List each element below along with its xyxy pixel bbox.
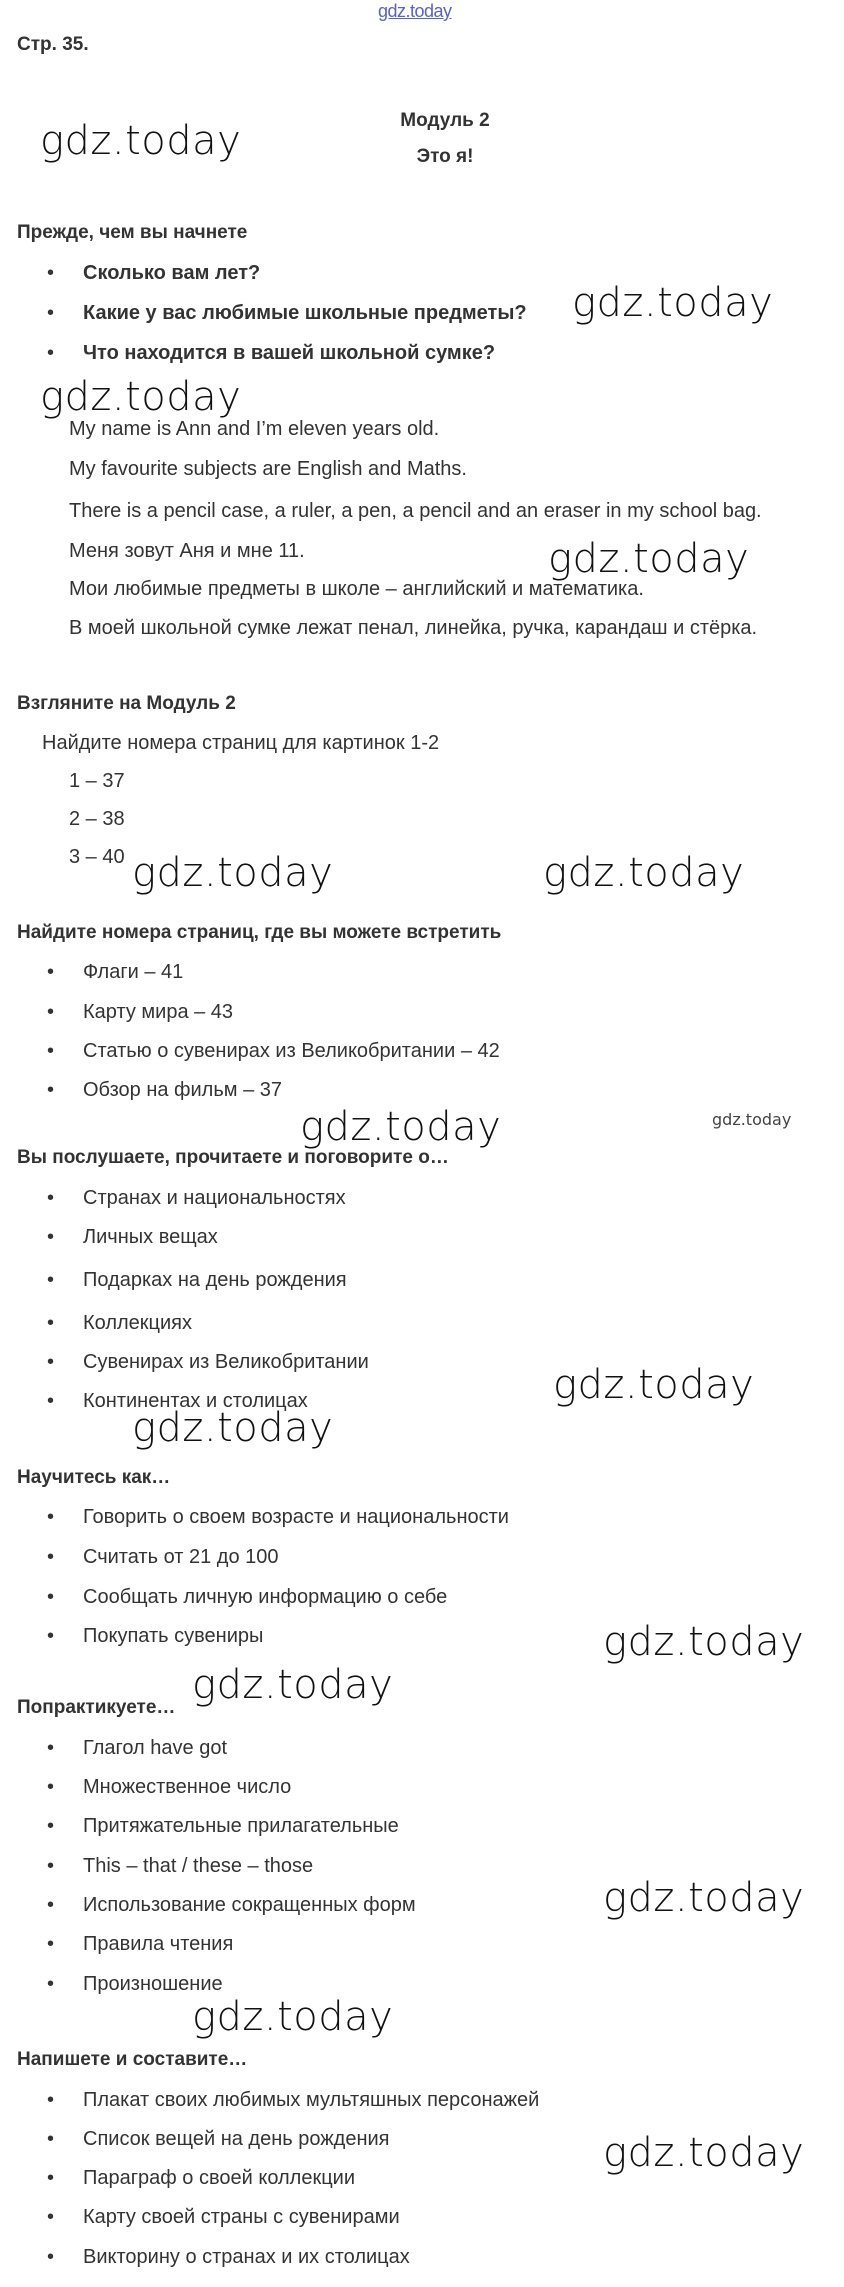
answer-line: There is a pencil case, a ruler, a pen, a pencil and an eraser in my school bag.: [69, 500, 762, 522]
watermark: gdz.today: [553, 1362, 755, 1408]
section-heading-look-module: Взгляните на Модуль 2: [17, 693, 236, 714]
watermark: gdz.today: [548, 536, 750, 582]
answer-line: Мои любимые предметы в школе – английский и математика.: [69, 578, 644, 600]
watermark: gdz.today: [603, 1875, 805, 1921]
watermark: gdz.today: [40, 118, 242, 164]
page-answer: 3 – 40: [69, 846, 125, 868]
watermark: gdz.today: [572, 280, 774, 326]
watermark: gdz.today: [40, 374, 242, 420]
watermark: gdz.today: [132, 850, 334, 896]
watermark: gdz.today: [192, 1994, 394, 2040]
answer-line: Меня зовут Аня и мне 11.: [69, 540, 305, 562]
answer-line: My favourite subjects are English and Maths.: [69, 458, 467, 480]
instruction-text: Найдите номера страниц для картинок 1-2: [42, 732, 440, 754]
watermark: gdz.today: [300, 1104, 502, 1150]
section-heading-practice: Попрактикуете…: [17, 1697, 176, 1718]
section-heading-find-pages: Найдите номера страниц, где вы можете встретить: [17, 922, 502, 943]
page-answer: 1 – 37: [69, 770, 125, 792]
watermark: gdz.today: [603, 1619, 805, 1665]
watermark: gdz.today: [712, 1110, 792, 1129]
site-link[interactable]: gdz.today: [378, 1, 452, 21]
answer-line: My name is Ann and I’m eleven years old.: [69, 418, 440, 440]
section-heading-learn: Научитесь как…: [17, 1467, 171, 1488]
page-number: Стр. 35.: [17, 34, 89, 55]
watermark: gdz.today: [192, 1662, 394, 1708]
watermark: gdz.today: [132, 1405, 334, 1451]
section-heading-write: Напишете и составите…: [17, 2049, 248, 2070]
section-heading-listen: Вы послушаете, прочитаете и поговорите о…: [17, 1147, 449, 1168]
watermark: gdz.today: [543, 850, 745, 896]
module-title: Модуль 2: [400, 110, 490, 131]
answer-line: В моей школьной сумке лежат пенал, линейка, ручка, карандаш и стёрка.: [69, 617, 758, 639]
watermark: gdz.today: [603, 2130, 805, 2176]
module-subtitle: Это я!: [416, 146, 474, 167]
page-answer: 2 – 38: [69, 808, 125, 830]
section-heading-before-start: Прежде, чем вы начнете: [17, 222, 248, 243]
